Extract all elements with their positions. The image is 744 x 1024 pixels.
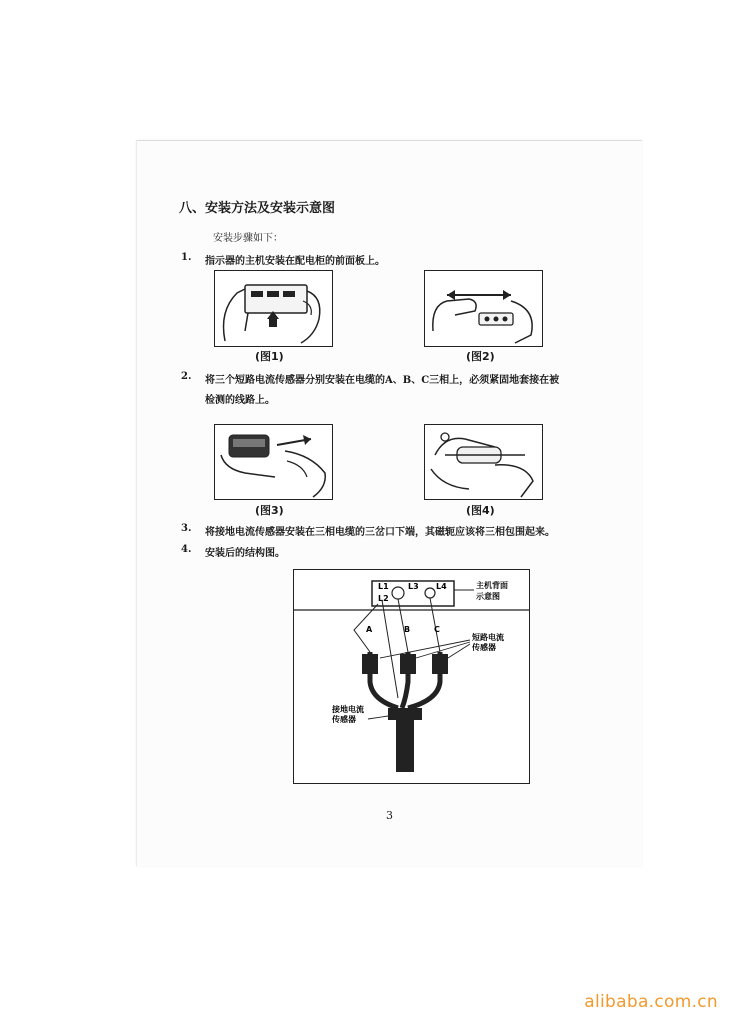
figure-2-illustration <box>424 270 543 347</box>
figure-1-illustration <box>214 270 333 347</box>
document-page <box>136 140 642 866</box>
phase-c-label: C <box>434 625 440 634</box>
figure-2-caption: (图2) <box>466 350 495 363</box>
host-label-line1: 主机背面 <box>476 581 508 590</box>
short-circuit-sensor-b <box>400 654 416 674</box>
short-sensor-label-line2: 传感器 <box>472 643 496 652</box>
terminal-l1: L1 <box>378 582 389 591</box>
figure-1-caption: (图1) <box>255 350 284 363</box>
terminal-l2: L2 <box>378 594 389 603</box>
page-number: 3 <box>386 809 393 822</box>
figure-3-caption: (图3) <box>255 504 284 517</box>
figure-3-illustration <box>214 424 333 500</box>
figure-4-illustration <box>424 424 543 500</box>
terminal-l4: L4 <box>436 582 447 591</box>
step-2-text-continued: 检测的线路上。 <box>205 395 275 406</box>
figure-4-caption: (图4) <box>466 504 495 517</box>
intro-text: 安装步骤如下： <box>213 233 283 244</box>
step-1-text: 指示器的主机安装在配电柜的前面板上。 <box>205 256 385 267</box>
step-3-number: 3. <box>181 523 192 534</box>
step-3-text: 将接地电流传感器安装在三相电缆的三岔口下端，其磁轭应该将三相包围起来。 <box>205 527 555 538</box>
short-circuit-sensor-a <box>362 654 378 674</box>
step-2-text: 将三个短路电流传感器分别安装在电缆的A、B、C三相上，必须紧固地套接在被 <box>205 375 560 386</box>
step-1-number: 1. <box>181 252 192 263</box>
step-4-text: 安装后的结构图。 <box>205 548 285 559</box>
ground-sensor-label-line2: 传感器 <box>332 715 356 724</box>
short-sensor-label-line1: 短路电流 <box>472 633 504 642</box>
phase-a-label: A <box>366 625 373 634</box>
ground-current-sensor <box>388 708 422 720</box>
phase-b-label: B <box>404 625 411 634</box>
host-label-line2: 示意图 <box>476 592 500 601</box>
ground-sensor-label-line1: 接地电流 <box>332 705 364 714</box>
step-4-number: 4. <box>181 544 192 555</box>
combined-cable <box>396 720 414 772</box>
site-watermark: alibaba.com.cn <box>584 992 718 1012</box>
section-heading: 八、安装方法及安装示意图 <box>179 201 336 216</box>
installation-structure-diagram <box>293 569 530 784</box>
short-circuit-sensor-c <box>432 654 448 674</box>
terminal-l3: L3 <box>408 582 419 591</box>
step-2-number: 2. <box>181 371 192 382</box>
